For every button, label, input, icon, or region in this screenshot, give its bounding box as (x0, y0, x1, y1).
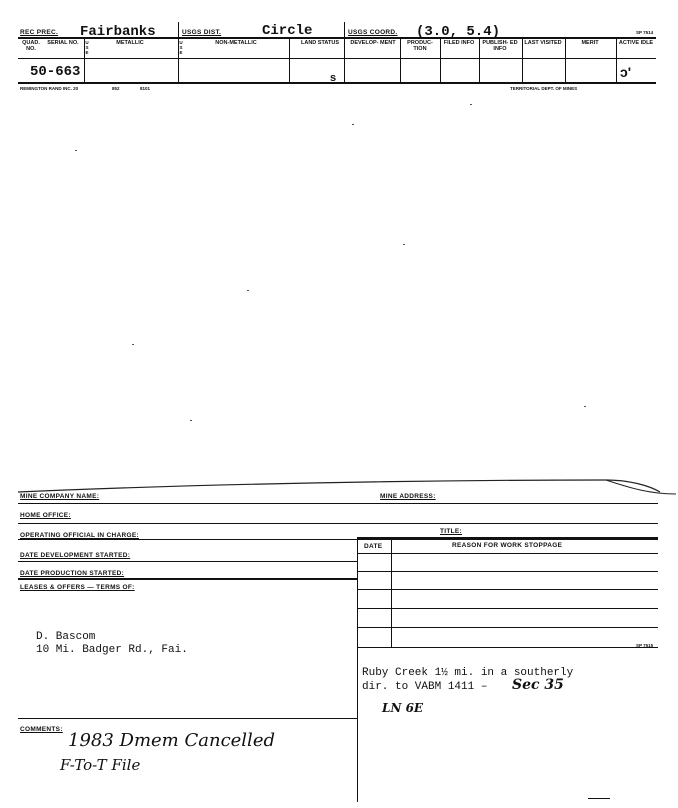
comments-label: COMMENTS: (20, 726, 63, 733)
location-line-1: Ruby Creek 1½ mi. in a southerly (362, 667, 574, 679)
col-land-status: LAND STATUS (301, 40, 339, 46)
col-quad: QUAD. NO. (22, 40, 40, 52)
date-production-label: DATE PRODUCTION STARTED: (20, 570, 125, 577)
col-last-visited: LAST VISITED (524, 40, 562, 46)
col-development: DEVELOP- MENT (350, 40, 396, 46)
form-number-2: SP 7515 (636, 643, 654, 648)
col-serial: SERIAL NO. (47, 40, 79, 46)
usgs-coord-label: USGS COORD. (348, 29, 398, 36)
land-status-mark: s (330, 72, 337, 84)
usgs-dist-label: USGS DIST. (182, 29, 222, 36)
rec-prec-value: Fairbanks (80, 24, 156, 40)
location-line-2: dir. to VABM 1411 – (362, 681, 488, 693)
col-filed-info: FILED INFO (443, 40, 475, 46)
torn-edge (0, 470, 678, 500)
col-published-info: PUBLISH- ED INFO (482, 40, 518, 52)
printer-credit: REMINGTON RAND INC. 20 (20, 86, 79, 91)
ln-note: LN 6E (382, 701, 424, 715)
form-number: SP 7514 (636, 30, 654, 35)
location-section-hand: Sec 35 (512, 677, 564, 693)
usgs-dist-value: Circle (262, 23, 313, 39)
col-use-1: U S E (85, 40, 89, 55)
col-production: PRODUC- TION (407, 40, 433, 52)
col-active-idle: ACTIVE IDLE (618, 40, 654, 46)
col-metallic: METALLIC (116, 40, 144, 46)
col-non-metallic: NON-METALLIC (215, 40, 257, 46)
col-use-2: U S E (179, 40, 183, 55)
home-office-label: HOME OFFICE: (20, 512, 71, 519)
printer-code-1: 852 (112, 86, 120, 91)
dept-name: TERRITORIAL DEPT. OF MINES (510, 86, 578, 91)
col-merit: MERIT (581, 40, 599, 46)
mine-company-label: MINE COMPANY NAME: (20, 493, 100, 500)
comment-line-1: 1983 Dmem Cancelled (68, 730, 275, 751)
date-development-label: DATE DEVELOPMENT STARTED: (20, 552, 131, 559)
quad-serial-value: 50-663 (30, 64, 81, 80)
rec-prec-label: REC PREC. (20, 29, 59, 36)
leases-label: LEASES & OFFERS — TERMS OF: (20, 584, 135, 591)
usgs-coord-value: (3.0, 5.4) (416, 24, 501, 40)
printer-code-2: 8101 (140, 86, 151, 91)
date-col-header: DATE (364, 543, 383, 550)
mine-address-label: MINE ADDRESS: (380, 493, 436, 500)
reason-col-header: REASON FOR WORK STOPPAGE (452, 542, 563, 549)
operating-official-label: OPERATING OFFICIAL IN CHARGE: (20, 532, 139, 539)
title-label: TITLE: (440, 528, 463, 535)
owner-name: D. Bascom (36, 631, 96, 643)
owner-address: 10 Mi. Badger Rd., Fai. (36, 644, 188, 656)
comment-line-2: F-To-T File (60, 756, 141, 774)
active-mark: ↄ' (620, 64, 632, 80)
